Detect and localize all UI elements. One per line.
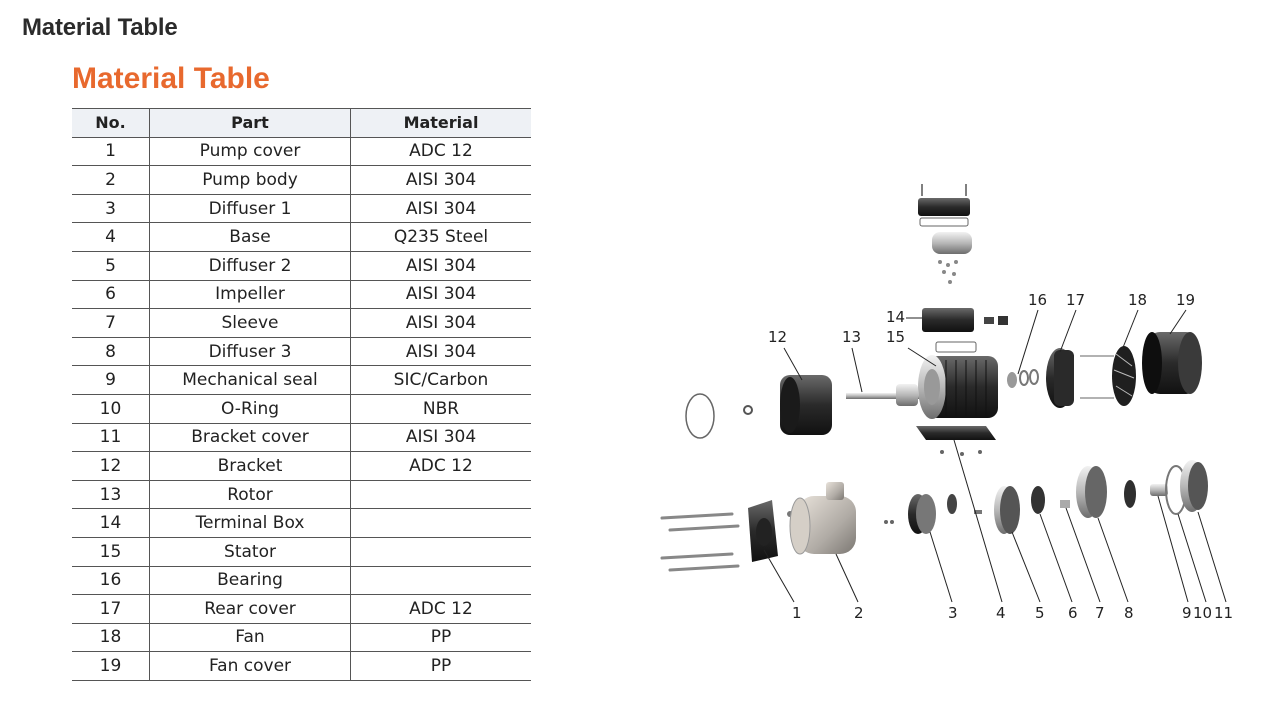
material-table <box>72 108 531 681</box>
label-3: 3 <box>948 604 958 622</box>
cell-part: Bearing <box>150 566 351 595</box>
table-row <box>72 595 531 624</box>
cell-material: AISI 304 <box>351 337 532 366</box>
cell-material <box>351 566 532 595</box>
table-row <box>72 537 531 566</box>
cell-part: Stator <box>150 537 351 566</box>
impeller-2 <box>1124 480 1136 508</box>
cell-no: 10 <box>72 394 150 423</box>
cell-no: 17 <box>72 595 150 624</box>
cell-part: Mechanical seal <box>150 366 351 395</box>
motor-base <box>916 426 996 456</box>
cell-material: AISI 304 <box>351 423 532 452</box>
cell-material: AISI 304 <box>351 309 532 338</box>
label-4: 4 <box>996 604 1006 622</box>
table-row <box>72 423 531 452</box>
pump-cover <box>748 500 793 562</box>
cell-part: Diffuser 3 <box>150 337 351 366</box>
stator-motor <box>918 342 998 419</box>
cell-no: 1 <box>72 137 150 166</box>
header-part: Part <box>150 109 351 138</box>
terminal-box-exploded <box>918 184 1008 332</box>
base-plate <box>947 494 957 514</box>
cell-no: 2 <box>72 166 150 195</box>
cell-material: ADC 12 <box>351 137 532 166</box>
table-row <box>72 137 531 166</box>
label-13: 13 <box>842 328 862 346</box>
label-15: 15 <box>886 328 906 346</box>
label-14: 14 <box>886 308 906 326</box>
cell-part: Bracket cover <box>150 423 351 452</box>
cell-no: 11 <box>72 423 150 452</box>
exploded-pump-diagram <box>640 170 1260 630</box>
cell-no: 9 <box>72 366 150 395</box>
label-9: 9 <box>1182 604 1192 622</box>
o-ring-large <box>686 394 714 438</box>
cell-part: Fan cover <box>150 652 351 681</box>
cell-no: 5 <box>72 251 150 280</box>
pump-body <box>790 482 894 554</box>
table-row <box>72 509 531 538</box>
cell-part: Terminal Box <box>150 509 351 538</box>
seal-ring-small <box>744 406 752 414</box>
label-19: 19 <box>1176 291 1196 309</box>
cell-no: 19 <box>72 652 150 681</box>
table-row <box>72 194 531 223</box>
label-6: 6 <box>1068 604 1078 622</box>
header-material: Material <box>351 109 532 138</box>
cell-material <box>351 537 532 566</box>
table-row <box>72 366 531 395</box>
table-row <box>72 452 531 481</box>
pump-bracket <box>780 375 832 435</box>
label-16: 16 <box>1028 291 1048 309</box>
table-row <box>72 166 531 195</box>
cell-part: Diffuser 2 <box>150 251 351 280</box>
cell-material: Q235 Steel <box>351 223 532 252</box>
label-12: 12 <box>768 328 788 346</box>
table-row <box>72 251 531 280</box>
table-row <box>72 394 531 423</box>
label-2: 2 <box>854 604 864 622</box>
bearing-rings <box>1007 370 1038 388</box>
label-17: 17 <box>1066 291 1086 309</box>
cell-no: 12 <box>72 452 150 481</box>
table-row <box>72 623 531 652</box>
table-row <box>72 566 531 595</box>
cell-material: PP <box>351 623 532 652</box>
cell-material: AISI 304 <box>351 166 532 195</box>
cell-no: 15 <box>72 537 150 566</box>
cell-material <box>351 480 532 509</box>
rear-cover <box>1046 348 1114 408</box>
cell-material: NBR <box>351 394 532 423</box>
cell-part: Bracket <box>150 452 351 481</box>
cell-part: Fan <box>150 623 351 652</box>
fan-cover <box>1142 332 1202 394</box>
diffuser-1 <box>908 494 936 534</box>
cooling-fan <box>1112 346 1136 406</box>
cell-part: Sleeve <box>150 309 351 338</box>
table-row <box>72 480 531 509</box>
sleeve <box>1060 500 1070 508</box>
cell-material: ADC 12 <box>351 452 532 481</box>
cell-part: Rear cover <box>150 595 351 624</box>
table-row <box>72 652 531 681</box>
tie-bolts <box>662 514 738 570</box>
table-row <box>72 309 531 338</box>
cell-no: 3 <box>72 194 150 223</box>
cell-part: Pump cover <box>150 137 351 166</box>
cell-material: ADC 12 <box>351 595 532 624</box>
table-title: Material Table <box>72 62 270 95</box>
cell-material: PP <box>351 652 532 681</box>
label-10: 10 <box>1193 604 1213 622</box>
label-1: 1 <box>792 604 802 622</box>
cell-part: Base <box>150 223 351 252</box>
header-no: No. <box>72 109 150 138</box>
diffuser-2 <box>994 486 1020 534</box>
cell-no: 13 <box>72 480 150 509</box>
cell-part: Diffuser 1 <box>150 194 351 223</box>
cell-material: AISI 304 <box>351 194 532 223</box>
cell-no: 4 <box>72 223 150 252</box>
bracket-cover <box>1180 460 1208 512</box>
table-row <box>72 280 531 309</box>
cell-part: Impeller <box>150 280 351 309</box>
cell-part: O-Ring <box>150 394 351 423</box>
cell-no: 14 <box>72 509 150 538</box>
impeller <box>1031 486 1045 514</box>
label-18: 18 <box>1128 291 1148 309</box>
cell-no: 8 <box>72 337 150 366</box>
label-8: 8 <box>1124 604 1134 622</box>
cell-material: SIC/Carbon <box>351 366 532 395</box>
cell-no: 16 <box>72 566 150 595</box>
label-7: 7 <box>1095 604 1105 622</box>
cell-material: AISI 304 <box>351 251 532 280</box>
cell-no: 6 <box>72 280 150 309</box>
label-11: 11 <box>1214 604 1234 622</box>
table-header-row <box>72 109 531 138</box>
page-heading: Material Table <box>22 14 178 41</box>
cell-part: Pump body <box>150 166 351 195</box>
cell-no: 18 <box>72 623 150 652</box>
table-row <box>72 337 531 366</box>
cell-part: Rotor <box>150 480 351 509</box>
cell-no: 7 <box>72 309 150 338</box>
table-row <box>72 223 531 252</box>
cell-material <box>351 509 532 538</box>
diffuser-3 <box>1076 466 1107 518</box>
label-5: 5 <box>1035 604 1045 622</box>
cell-material: AISI 304 <box>351 280 532 309</box>
